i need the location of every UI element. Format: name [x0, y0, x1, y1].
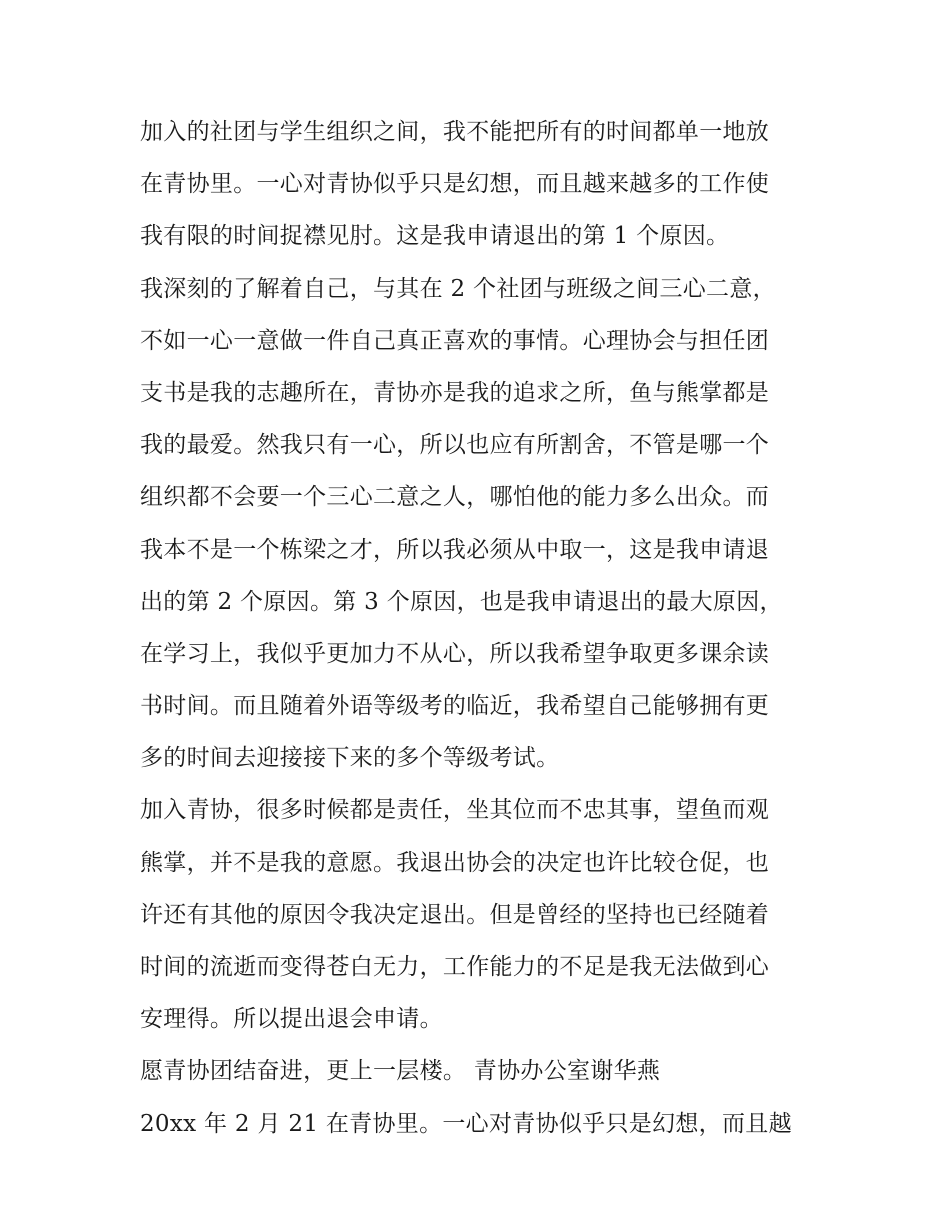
text-line: 时间的流逝而变得苍白无力，工作能力的不足是我无法做到心 [140, 954, 770, 980]
text-line: 组织都不会要一个三心二意之人，哪怕他的能力多么出众。而 [140, 484, 770, 511]
text-line: 支书是我的志趣所在，青协亦是我的追求之所，鱼与熊掌都是 [140, 379, 770, 406]
text-line: 我的最爱。然我只有一心，所以也应有所割舍，不管是哪一个 [140, 432, 770, 459]
text-line: 加入青协，很多时候都是责任，坐其位而不忠其事，望鱼而观 [140, 797, 770, 824]
text-line: 熊掌，并不是我的意愿。我退出协会的决定也许比较仓促，也 [140, 849, 770, 876]
text-line: 我有限的时间捉襟见肘。这是我申请退出的第 1 个原因。 [140, 223, 730, 250]
text-line: 愿青协团结奋进，更上一层楼。 青协办公室谢华燕 [140, 1058, 661, 1085]
document-body [140, 106, 820, 1150]
text-line: 多的时间去迎接接下来的多个等级考试。 [140, 745, 560, 772]
text-line: 出的第 2 个原因。第 3 个原因，也是我申请退出的最大原因， [140, 588, 783, 615]
text-line: 20xx 年 2 月 21 在青协里。一心对青协似乎只是幻想，而且越 [140, 1110, 792, 1137]
text-line: 在青协里。一心对青协似乎只是幻想，而且越来越多的工作使 [140, 171, 770, 198]
text-line: 不如一心一意做一件自己真正喜欢的事情。心理协会与担任团 [140, 327, 770, 354]
text-line: 许还有其他的原因令我决定退出。但是曾经的坚持也已经随着 [140, 901, 770, 928]
text-line: 书时间。而且随着外语等级考的临近，我希望自己能够拥有更 [140, 693, 770, 720]
text-line: 加入的社团与学生组织之间，我不能把所有的时间都单一地放 [140, 119, 770, 145]
text-line: 在学习上，我似乎更加力不从心，所以我希望争取更多课余读 [140, 640, 770, 667]
text-line: 安理得。所以提出退会申请。 [140, 1006, 443, 1033]
text-line: 我本不是一个栋梁之才，所以我必须从中取一，这是我申请退 [140, 536, 770, 563]
text-line: 我深刻的了解着自己，与其在 2 个社团与班级之间三心二意， [140, 275, 776, 302]
